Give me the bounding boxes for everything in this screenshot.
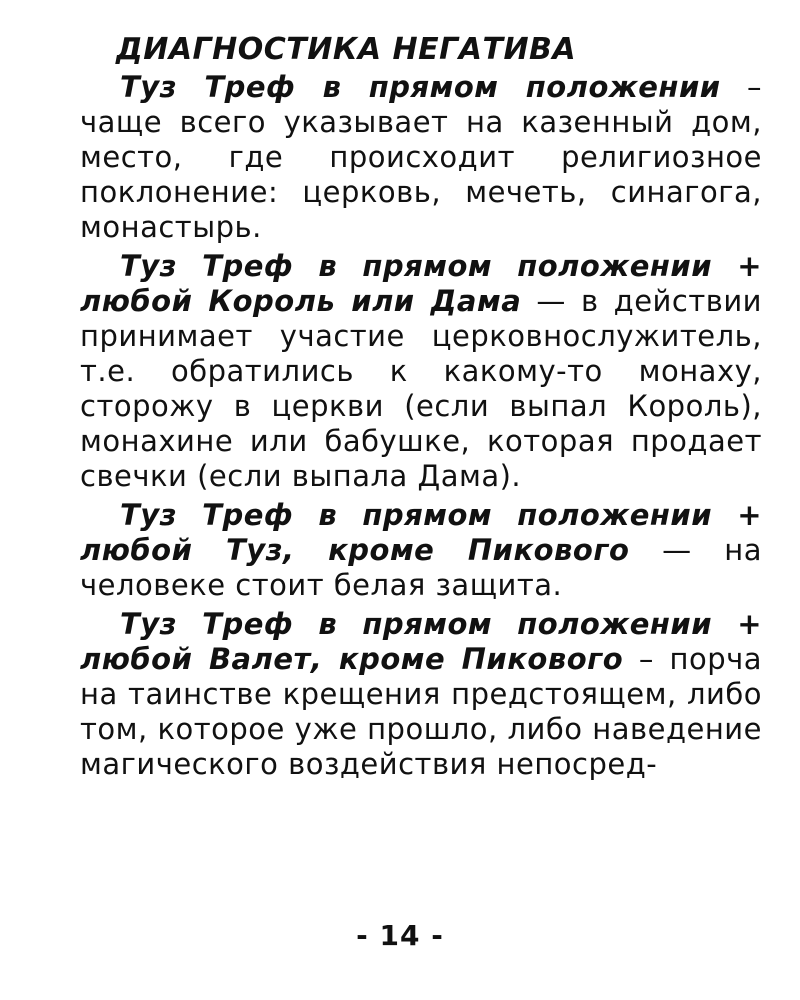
- paragraph-4: [80, 607, 762, 782]
- page-number: - 14 -: [356, 919, 444, 952]
- section-title: ДИАГНОСТИКА НЕГАТИВА: [116, 32, 577, 67]
- paragraph-3-text: — на человеке стоит белая защита.: [80, 533, 762, 602]
- paragraph-4-lead: Туз Треф в прямом положении + любой Валет, кроме Пикового: [80, 607, 762, 676]
- paragraph-1-text: – чаще всего указывает на казенный дом, место, где происходит религиозное поклонение: церковь, мечеть, синагога, монастырь.: [80, 70, 762, 244]
- paragraph-2-lead: Туз Треф в прямом положении + любой Король или Дама: [80, 249, 762, 318]
- paragraph-4-text: – порча на таинстве крещения предстоящем, либо том, которое уже прошло, либо наведение магического воздействия непосред-: [80, 642, 763, 781]
- paragraph-3: [80, 498, 762, 603]
- paragraph-1-lead: Туз Треф в прямом положении: [120, 70, 721, 104]
- paragraph-1: [80, 70, 762, 245]
- paragraph-2-text: — в действии принимает участие церковнослужитель, т.е. обратились к какому-то монаху, сторожу в церкви (если выпал Король), монахине или бабушке, которая продает свечки (если выпала Дама).: [80, 284, 763, 493]
- paragraph-2: [80, 249, 762, 494]
- paragraph-3-lead: Туз Треф в прямом положении + любой Туз, кроме Пикового: [80, 498, 762, 567]
- document-page: [80, 30, 762, 782]
